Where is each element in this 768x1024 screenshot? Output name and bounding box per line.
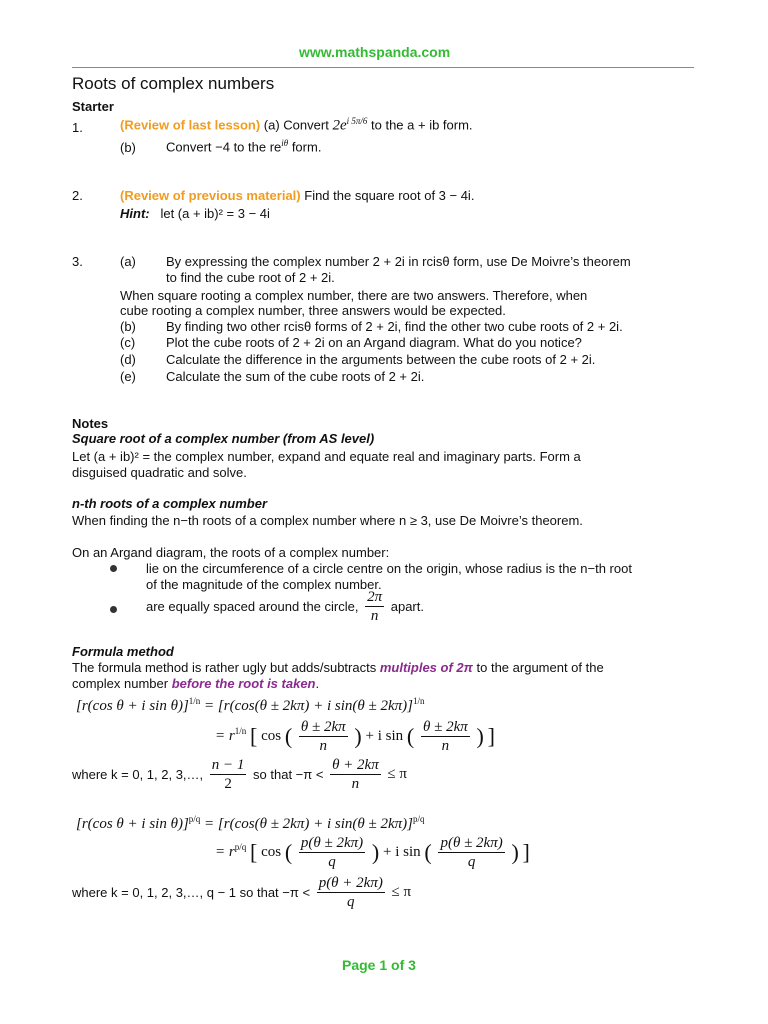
bracket-open: [ bbox=[249, 723, 258, 749]
q2-hint-label: Hint: bbox=[120, 206, 150, 221]
header-rule bbox=[72, 67, 694, 68]
bullet2-tail: apart. bbox=[390, 599, 424, 614]
formula-line2-b: . bbox=[315, 676, 320, 691]
formula-line2-a: complex number bbox=[72, 676, 169, 691]
formula-line2 bbox=[72, 676, 319, 691]
square-root-line2: disguised quadratic and solve. bbox=[72, 465, 247, 480]
fraction-numerator: 2π bbox=[367, 589, 383, 605]
q1-a-text: Convert bbox=[283, 117, 329, 133]
bullet2-fraction bbox=[365, 588, 384, 625]
q3-e-label: (e) bbox=[120, 369, 136, 384]
formula1-where bbox=[72, 756, 407, 793]
fraction-numerator: p(θ ± 2kπ) bbox=[440, 835, 503, 851]
nth-roots-heading: n-th roots of a complex number bbox=[72, 496, 268, 511]
formula2-line1 bbox=[76, 814, 425, 833]
argand-intro: On an Argand diagram, the roots of a complex number: bbox=[72, 545, 390, 560]
formula2-cos: cos bbox=[261, 844, 282, 860]
site-url[interactable]: www.mathspanda.com bbox=[299, 44, 451, 60]
formula-line2-highlight: before the root is taken bbox=[171, 676, 316, 691]
bracket-open: [ bbox=[249, 839, 258, 865]
square-root-line1 bbox=[72, 449, 581, 464]
formula1-fraction-2 bbox=[421, 718, 470, 755]
fraction-numerator: p(θ + 2kπ) bbox=[318, 875, 383, 891]
q2-hint bbox=[120, 206, 270, 221]
formula2-where-a: where k = 0, 1, 2, 3,…, q − 1 so that −π < bbox=[72, 885, 311, 900]
formula2-fraction-2 bbox=[438, 834, 504, 871]
formula1-rhs: = [r(cos(θ ± 2kπ) + i sin(θ ± 2kπ)] bbox=[204, 698, 413, 714]
paren-close: ) bbox=[511, 839, 519, 865]
page-number: Page 1 of 3 bbox=[342, 957, 416, 973]
q1-tag: (Review of last lesson) bbox=[120, 117, 261, 133]
q1-b-tail: form. bbox=[291, 139, 322, 155]
bullet1-line2: of the magnitude of the complex number. bbox=[146, 577, 382, 592]
paren-close: ) bbox=[476, 723, 484, 749]
formula-method-heading: Formula method bbox=[72, 644, 174, 659]
q2-line bbox=[120, 188, 474, 203]
formula1-lhs-exp: 1/n bbox=[188, 696, 201, 706]
bullet1-line1: lie on the circumference of a circle centre on the origin, whose radius is the n−th root bbox=[146, 561, 632, 576]
q1-a-expr: 2e bbox=[332, 117, 347, 134]
q1-a bbox=[120, 116, 473, 134]
formula1-where-a: where k = 0, 1, 2, 3,…, bbox=[72, 767, 204, 782]
fraction-numerator: n − 1 bbox=[211, 757, 245, 773]
formula1-rhs-exp: 1/n bbox=[413, 696, 425, 706]
q3-a-line1: By expressing the complex number 2 + 2i in rcisθ form, use De Moivre’s theorem bbox=[166, 254, 631, 269]
bullet-icon bbox=[110, 565, 117, 572]
q3-b-text: By finding two other rcisθ forms of 2 + 2i, find the other two cube roots of 2 + 2i. bbox=[166, 319, 623, 334]
q3-number: 3. bbox=[72, 254, 83, 269]
fraction-numerator: θ + 2kπ bbox=[332, 757, 379, 773]
bracket-close: ] bbox=[522, 839, 530, 865]
fraction-denominator: n bbox=[319, 738, 328, 754]
q3-para-line1: When square rooting a complex number, there are two answers. Therefore, when bbox=[120, 288, 588, 303]
square-root-expr: Let (a + ib)² = bbox=[72, 449, 151, 464]
formula1-fraction bbox=[299, 718, 348, 755]
fraction-denominator: n bbox=[370, 608, 379, 624]
formula1-cond-fraction bbox=[330, 756, 381, 793]
bullet2-text: are equally spaced around the circle, bbox=[146, 599, 359, 614]
notes-heading: Notes bbox=[72, 416, 109, 431]
page-title: Roots of complex numbers bbox=[72, 74, 275, 93]
formula1-where-fraction bbox=[210, 756, 247, 793]
formula2-fraction bbox=[299, 834, 365, 871]
formula2-where bbox=[72, 874, 411, 911]
q3-d-text: Calculate the difference in the arguments between the cube roots of 2 + 2i. bbox=[166, 352, 596, 367]
q2-tag: (Review of previous material) bbox=[120, 188, 301, 203]
formula2-lhs-exp: p/q bbox=[188, 814, 201, 824]
formula2-lhs: [r(cos θ + i sin θ)] bbox=[76, 816, 189, 832]
paren-open: ( bbox=[284, 723, 293, 749]
formula1-cond-tail: ≤ π bbox=[387, 766, 407, 782]
formula-line1-a: The formula method is rather ugly but adds/subtracts bbox=[72, 660, 377, 675]
q3-b-label: (b) bbox=[120, 319, 136, 334]
fraction-numerator: p(θ ± 2kπ) bbox=[300, 835, 364, 851]
formula2-rhs: = [r(cos(θ ± 2kπ) + i sin(θ ± 2kπ)] bbox=[204, 816, 413, 832]
nth-roots-line: When finding the n−th roots of a complex number where n ≥ 3, use De Moivre’s theorem. bbox=[72, 513, 583, 528]
q1-b-exp: iθ bbox=[281, 138, 289, 148]
q1-a-exp: i 5π/6 bbox=[346, 116, 368, 126]
formula-line1 bbox=[72, 660, 604, 675]
formula2-rhs-exp: p/q bbox=[413, 814, 425, 824]
formula1-line1 bbox=[76, 696, 425, 715]
bracket-close: ] bbox=[487, 723, 495, 749]
fraction-numerator: θ ± 2kπ bbox=[300, 719, 346, 735]
fraction-denominator: q bbox=[347, 894, 355, 910]
q1-b-label: (b) bbox=[120, 140, 136, 155]
q3-c-label: (c) bbox=[120, 335, 136, 350]
square-root-text: the complex number, expand and equate real and imaginary parts. Form a bbox=[153, 449, 581, 464]
fraction-denominator: q bbox=[467, 854, 476, 870]
q3-d-label: (d) bbox=[120, 352, 136, 367]
fraction-numerator: θ ± 2kπ bbox=[422, 719, 468, 735]
fraction-denominator: q bbox=[328, 854, 336, 870]
formula1-line2 bbox=[215, 718, 495, 755]
formula-line1-highlight: multiples of 2π bbox=[379, 660, 473, 675]
formula1-lhs: [r(cos θ + i sin θ)] bbox=[76, 698, 189, 714]
fraction-denominator: 2 bbox=[224, 776, 232, 792]
q3-c-text: Plot the cube roots of 2 + 2i on an Argand diagram. What do you notice? bbox=[166, 335, 582, 350]
q1-a-label: (a) bbox=[263, 117, 280, 133]
q3-e-text: Calculate the sum of the cube roots of 2 + 2i. bbox=[166, 369, 425, 384]
formula2-isin: + i sin bbox=[382, 844, 421, 860]
square-root-heading: Square root of a complex number (from AS level) bbox=[72, 431, 375, 446]
bullet2 bbox=[146, 588, 424, 625]
formula2-line2 bbox=[215, 834, 530, 871]
paren-open: ( bbox=[424, 839, 432, 865]
fraction-denominator: n bbox=[351, 776, 360, 792]
fraction-denominator: n bbox=[441, 738, 450, 754]
q2-number: 2. bbox=[72, 188, 83, 203]
starter-heading: Starter bbox=[72, 99, 114, 114]
q1-a-tail: to the a + ib form. bbox=[371, 117, 473, 133]
q1-b bbox=[166, 138, 321, 154]
formula1-where-b: so that −π < bbox=[253, 767, 324, 782]
q3-para-line2: cube rooting a complex number, three answers would be expected. bbox=[120, 303, 506, 318]
formula1-cos: cos bbox=[261, 728, 282, 744]
paren-open: ( bbox=[406, 723, 415, 749]
q2-text: Find the square root of 3 − 4i. bbox=[304, 188, 475, 203]
q2-hint-text: let (a + ib)² = 3 − 4i bbox=[160, 206, 270, 221]
formula-line1-b: to the argument of the bbox=[476, 660, 604, 675]
q1-b-text: Convert −4 to the re bbox=[166, 139, 282, 155]
formula1-line2-exp: 1/n bbox=[234, 725, 247, 736]
q3-a-label: (a) bbox=[120, 254, 136, 269]
paren-close: ) bbox=[354, 723, 362, 749]
bullet-icon bbox=[110, 606, 117, 613]
formula1-line2-pre: = r bbox=[215, 728, 235, 744]
formula1-isin: + i sin bbox=[365, 728, 404, 744]
q1-number: 1. bbox=[72, 120, 83, 135]
formula2-cond-fraction bbox=[317, 874, 385, 911]
formula2-line2-pre: = r bbox=[215, 844, 235, 860]
paren-open: ( bbox=[284, 839, 293, 865]
paren-close: ) bbox=[371, 839, 380, 865]
q3-a-line2: to find the cube root of 2 + 2i. bbox=[166, 270, 335, 285]
formula2-cond-tail: ≤ π bbox=[391, 884, 412, 900]
formula2-line2-exp: p/q bbox=[234, 841, 247, 852]
